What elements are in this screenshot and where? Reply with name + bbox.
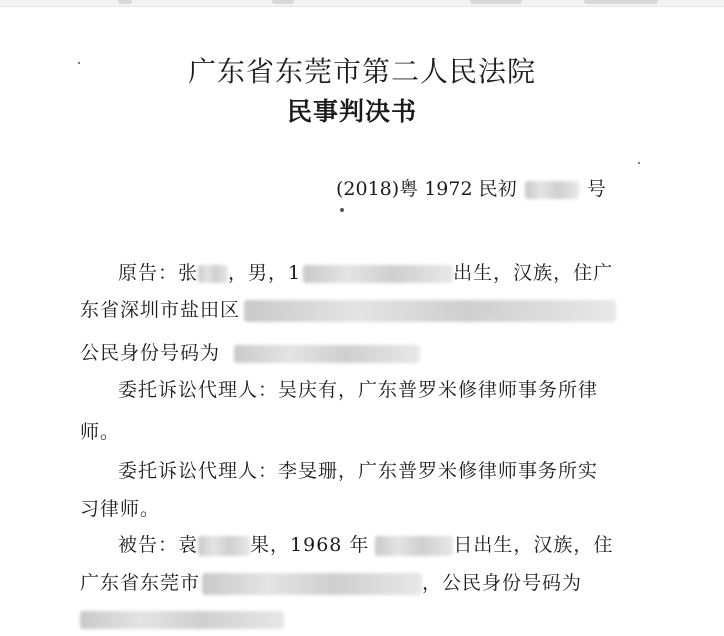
- case-number-prefix: (2018)粤 1972 民初: [336, 178, 517, 200]
- redacted-name: [198, 536, 250, 556]
- defendant-id-label: ，公民身份号码为: [422, 572, 583, 594]
- defendant-ethnicity: 日出生，汉族，住: [453, 534, 614, 556]
- plaintiff-id-label: 公民身份号码为: [80, 342, 221, 364]
- plaintiff-address-head: 东省深圳市盐田区: [80, 299, 241, 321]
- redacted-birthdate: [375, 536, 453, 556]
- toolbar-tab[interactable]: [118, 0, 132, 4]
- toolbar-tab[interactable]: [272, 0, 294, 4]
- agent2-line-1: 委托诉讼代理人：李旻珊，广东普罗米修律师事务所实: [118, 460, 599, 482]
- case-number-suffix: 号: [586, 178, 606, 200]
- redacted-birthdate: [303, 265, 453, 283]
- plaintiff-ethnicity: 出生，汉族，住广: [453, 262, 614, 284]
- defendant-line-3: [80, 608, 284, 630]
- plaintiff-line-2: [80, 295, 616, 322]
- redacted-case-number: [525, 181, 579, 199]
- defendant-label: 被告：袁: [118, 534, 199, 556]
- viewer-toolbar-strip: [0, 0, 724, 7]
- redacted-address: [244, 300, 616, 322]
- court-name: 广东省东莞市第二人民法院: [187, 55, 536, 88]
- redacted-address: [202, 573, 422, 595]
- toolbar-tab[interactable]: [584, 0, 658, 4]
- case-number: [336, 174, 606, 201]
- toolbar-tab[interactable]: [470, 0, 522, 4]
- defendant-birthyear: 果，1968 年: [250, 534, 370, 556]
- defendant-line-1: [118, 530, 613, 557]
- document-type-title: 民事判决书: [286, 97, 417, 126]
- plaintiff-label: 原告：张: [118, 262, 199, 284]
- redacted-id-number: [234, 345, 420, 363]
- plaintiff-line-1: [118, 258, 613, 285]
- defendant-line-2: [80, 568, 582, 595]
- agent2-line-2: 习律师。: [80, 498, 161, 520]
- scan-speck: [638, 162, 640, 164]
- plaintiff-gender: ，男，1: [228, 262, 302, 284]
- defendant-address-head: 广东省东莞市: [80, 572, 201, 594]
- plaintiff-line-3: [80, 338, 420, 365]
- agent1-line-1: 委托诉讼代理人：吴庆有，广东普罗米修律师事务所律: [118, 379, 599, 401]
- redacted-name: [198, 265, 228, 283]
- agent1-line-2: 师。: [80, 421, 121, 443]
- redacted-id-number: [80, 611, 284, 629]
- scan-speck: [340, 208, 344, 212]
